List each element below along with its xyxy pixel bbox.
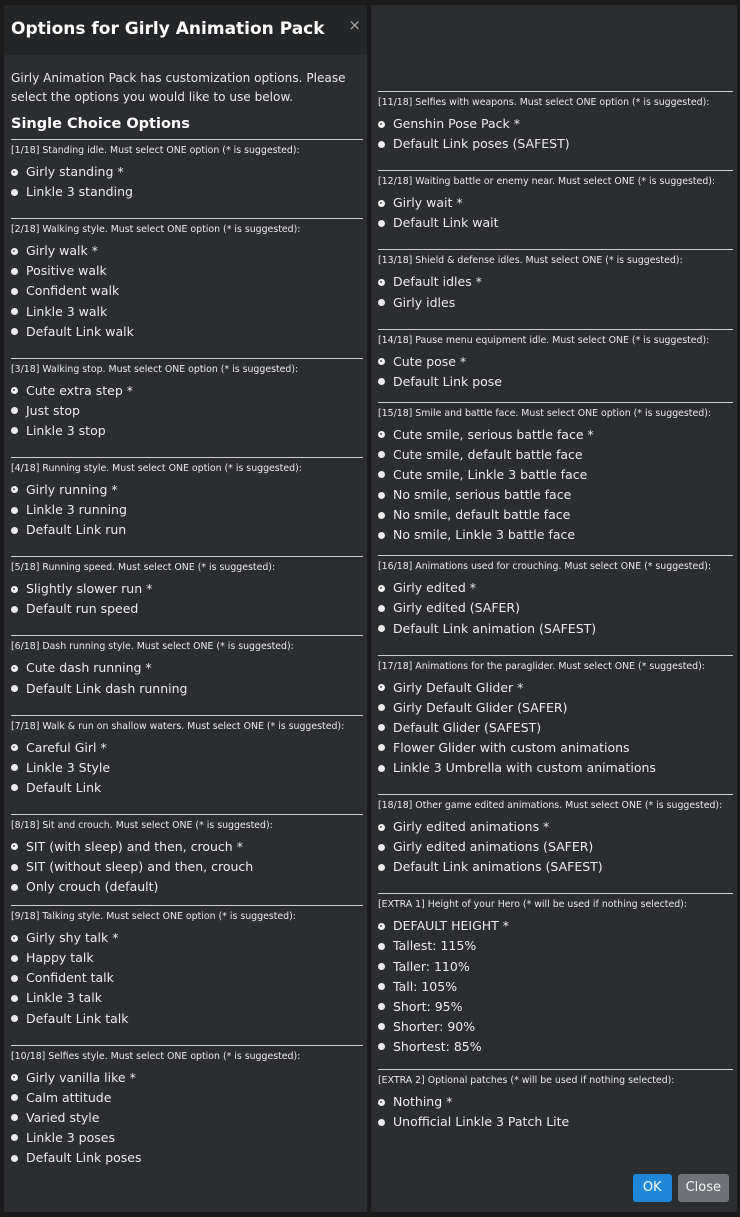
radio-option[interactable]	[11, 1148, 363, 1168]
radio-selected-icon[interactable]	[378, 923, 385, 930]
radio-option-label: Careful Girl *	[26, 739, 107, 755]
option-group-9	[11, 905, 363, 1028]
radio-option-label: Default Link animations (SAFEST)	[393, 859, 603, 875]
dialog-title: Options for Girly Animation Pack	[11, 19, 325, 39]
option-group-15	[378, 402, 733, 546]
radio-unselected-icon[interactable]	[378, 864, 385, 871]
radio-unselected-icon[interactable]	[378, 1023, 385, 1030]
radio-option-label: Girly edited animations (SAFER)	[393, 839, 594, 855]
right-options-column	[371, 5, 737, 1212]
option-group-heading: [5/18] Running speed. Must select ONE (* is suggested):	[11, 562, 276, 574]
radio-unselected-icon[interactable]	[11, 606, 18, 613]
radio-option[interactable]	[11, 241, 363, 261]
radio-unselected-icon[interactable]	[378, 765, 385, 772]
radio-option[interactable]	[378, 372, 733, 392]
option-group-5	[11, 556, 363, 619]
radio-option-label: Cute smile, default battle face	[393, 446, 583, 462]
radio-unselected-icon[interactable]	[378, 704, 385, 711]
radio-unselected-icon[interactable]	[11, 268, 18, 275]
option-group-heading: [17/18] Animations for the paraglider. Must select ONE (* suggested):	[378, 660, 705, 672]
radio-option[interactable]	[378, 977, 733, 997]
radio-unselected-icon[interactable]	[11, 328, 18, 335]
radio-option-label: Cute extra step *	[26, 382, 134, 398]
option-group-heading: [12/18] Waiting battle or enemy near. Must select ONE (* is suggested):	[378, 176, 716, 188]
radio-option[interactable]	[378, 1017, 733, 1037]
radio-option-label: Confident walk	[26, 283, 120, 299]
radio-option[interactable]	[378, 134, 733, 154]
radio-option[interactable]	[11, 658, 363, 678]
radio-option[interactable]	[11, 401, 363, 421]
radio-option-label: Shorter: 90%	[393, 1018, 476, 1034]
radio-option[interactable]	[11, 988, 363, 1008]
radio-option[interactable]	[378, 213, 733, 233]
radio-option-label: Default Link dash running	[26, 680, 188, 696]
ok-button[interactable]: OK	[633, 1174, 672, 1202]
radio-selected-icon[interactable]	[378, 1099, 385, 1106]
radio-unselected-icon[interactable]	[11, 427, 18, 434]
radio-option[interactable]	[378, 114, 733, 134]
radio-option-label: Default idles *	[393, 274, 482, 290]
radio-selected-icon[interactable]	[11, 248, 18, 255]
radio-selected-icon[interactable]	[11, 665, 18, 672]
radio-option-label: Linkle 3 talk	[26, 990, 102, 1006]
radio-option[interactable]	[378, 1037, 733, 1057]
radio-unselected-icon[interactable]	[11, 975, 18, 982]
radio-option[interactable]	[378, 525, 733, 545]
radio-option[interactable]	[11, 520, 363, 540]
radio-option-label: Linkle 3 standing	[26, 184, 133, 200]
radio-option[interactable]	[378, 738, 733, 758]
dialog-titlebar	[4, 5, 367, 55]
radio-option-label: Girly edited animations *	[393, 819, 550, 835]
radio-option-label: Linkle 3 Umbrella with custom animations	[393, 760, 656, 776]
radio-option[interactable]	[378, 758, 733, 778]
option-group-12	[378, 170, 733, 233]
radio-option[interactable]	[378, 292, 733, 312]
option-group-heading: [EXTRA 2] Optional patches (* will be used if nothing selected):	[378, 1075, 675, 1086]
radio-selected-icon[interactable]	[11, 843, 18, 850]
radio-selected-icon[interactable]	[378, 585, 385, 592]
option-group-1	[11, 139, 363, 202]
radio-option[interactable]	[378, 857, 733, 877]
option-group-heading: [10/18] Selfies style. Must select ONE option (* is suggested):	[11, 1050, 301, 1062]
radio-option-label: No smile, serious battle face	[393, 487, 572, 503]
radio-option-label: No smile, Linkle 3 battle face	[393, 527, 576, 543]
radio-selected-icon[interactable]	[378, 431, 385, 438]
radio-unselected-icon[interactable]	[11, 1094, 18, 1101]
radio-option-label: Girly Default Glider *	[393, 679, 524, 695]
radio-option-label: Linkle 3 walk	[26, 303, 108, 319]
radio-option[interactable]	[11, 579, 363, 599]
radio-option-label: Girly walk *	[26, 243, 98, 259]
option-group-heading: [11/18] Selfies with weapons. Must select ONE option (* is suggested):	[378, 97, 710, 108]
option-group-11	[378, 91, 733, 154]
radio-option-label: Default run speed	[26, 601, 139, 617]
radio-option-label: Linkle 3 poses	[26, 1129, 115, 1145]
radio-unselected-icon[interactable]	[11, 308, 18, 315]
radio-option[interactable]	[11, 1009, 363, 1029]
radio-option[interactable]	[11, 1128, 363, 1148]
radio-unselected-icon[interactable]	[11, 1155, 18, 1162]
radio-option-label: Linkle 3 stop	[26, 422, 106, 438]
option-group-heading: [6/18] Dash running style. Must select ONE (* is suggested):	[11, 641, 294, 653]
radio-option[interactable]	[378, 936, 733, 956]
radio-unselected-icon[interactable]	[378, 1043, 385, 1050]
radio-option[interactable]	[378, 957, 733, 977]
radio-option[interactable]	[11, 182, 363, 202]
radio-option-label: Positive walk	[26, 263, 107, 279]
radio-option-label: SIT (with sleep) and then, crouch *	[26, 838, 243, 854]
radio-unselected-icon[interactable]	[11, 685, 18, 692]
radio-option-label: Girly vanilla like *	[26, 1069, 136, 1085]
radio-unselected-icon[interactable]	[378, 451, 385, 458]
radio-option-label: SIT (without sleep) and then, crouch	[26, 859, 254, 875]
radio-option[interactable]	[378, 678, 733, 698]
radio-option[interactable]	[11, 162, 363, 182]
radio-option[interactable]	[11, 877, 363, 897]
radio-option[interactable]	[11, 1088, 363, 1108]
radio-option[interactable]	[378, 425, 733, 445]
radio-option-label: Girly wait *	[393, 195, 463, 211]
radio-option[interactable]	[378, 916, 733, 936]
radio-selected-icon[interactable]	[11, 744, 18, 751]
radio-option[interactable]	[378, 718, 733, 738]
radio-option-label: Girly edited (SAFER)	[393, 600, 520, 616]
radio-option-label: Linkle 3 running	[26, 502, 127, 518]
radio-option[interactable]	[11, 599, 363, 619]
radio-option[interactable]	[378, 837, 733, 857]
section-title: Single Choice Options	[11, 116, 190, 132]
radio-option[interactable]	[11, 758, 363, 778]
radio-unselected-icon[interactable]	[11, 1015, 18, 1022]
radio-option-label: Cute pose *	[393, 353, 467, 369]
option-group-13	[378, 249, 733, 312]
radio-option-label: Girly edited *	[393, 580, 476, 596]
radio-option-label: Girly standing *	[26, 164, 124, 180]
radio-unselected-icon[interactable]	[11, 864, 18, 871]
radio-unselected-icon[interactable]	[11, 955, 18, 962]
radio-option[interactable]	[11, 948, 363, 968]
radio-option-label: Linkle 3 Style	[26, 759, 111, 775]
option-group-heading: [4/18] Running style. Must select ONE option (* is suggested):	[11, 462, 302, 474]
radio-option[interactable]	[11, 738, 363, 758]
option-group-heading: [14/18] Pause menu equipment idle. Must select ONE (* is suggested):	[378, 334, 710, 346]
radio-unselected-icon[interactable]	[378, 744, 385, 751]
radio-selected-icon[interactable]	[11, 586, 18, 593]
radio-option-label: Nothing *	[393, 1094, 453, 1110]
radio-option[interactable]	[11, 928, 363, 948]
radio-selected-icon[interactable]	[378, 200, 385, 207]
radio-option-label: Tallest: 115%	[393, 938, 477, 954]
option-group-4	[11, 457, 363, 540]
radio-option[interactable]	[11, 500, 363, 520]
radio-unselected-icon[interactable]	[378, 378, 385, 385]
option-group-18	[378, 794, 733, 877]
radio-option-label: Default Link walk	[26, 323, 134, 339]
radio-option-label: Tall: 105%	[393, 978, 458, 994]
radio-option-label: Default Glider (SAFEST)	[393, 719, 542, 735]
option-group-heading: [1/18] Standing idle. Must select ONE option (* is suggested):	[11, 145, 300, 156]
option-group-8	[11, 814, 363, 897]
radio-option[interactable]	[11, 381, 363, 401]
radio-selected-icon[interactable]	[11, 1074, 18, 1081]
option-group-heading: [7/18] Walk & run on shallow waters. Must select ONE (* is suggested):	[11, 720, 345, 732]
radio-option[interactable]	[11, 1108, 363, 1128]
radio-option[interactable]	[378, 1092, 733, 1112]
option-group-heading: [EXTRA 1] Height of your Hero (* will be used if nothing selected):	[378, 899, 687, 911]
radio-option-label: Cute smile, Linkle 3 battle face	[393, 466, 588, 482]
radio-option-label: Flower Glider with custom animations	[393, 739, 630, 755]
radio-option-label: Default Link pose	[393, 373, 503, 389]
radio-option[interactable]	[11, 261, 363, 281]
radio-unselected-icon[interactable]	[11, 507, 18, 514]
radio-unselected-icon[interactable]	[378, 1003, 385, 1010]
radio-option[interactable]	[11, 281, 363, 301]
radio-option-label: Girly idles	[393, 294, 456, 310]
radio-unselected-icon[interactable]	[378, 943, 385, 950]
radio-unselected-icon[interactable]	[378, 299, 385, 306]
radio-unselected-icon[interactable]	[378, 983, 385, 990]
option-group-heading: [15/18] Smile and battle face. Must select ONE option (* is suggested):	[378, 407, 712, 419]
radio-unselected-icon[interactable]	[11, 764, 18, 771]
radio-unselected-icon[interactable]	[11, 189, 18, 196]
radio-selected-icon[interactable]	[11, 935, 18, 942]
close-icon[interactable]: ×	[348, 16, 361, 34]
radio-option-label: Default Link wait	[393, 215, 499, 231]
radio-unselected-icon[interactable]	[11, 884, 18, 891]
radio-option-label: Default Link animation (SAFEST)	[393, 620, 597, 636]
radio-unselected-icon[interactable]	[11, 407, 18, 414]
radio-option[interactable]	[378, 272, 733, 292]
radio-option[interactable]	[378, 619, 733, 639]
option-group-16	[378, 555, 733, 638]
radio-option-label: Short: 95%	[393, 998, 463, 1014]
radio-unselected-icon[interactable]	[378, 605, 385, 612]
radio-unselected-icon[interactable]	[378, 532, 385, 539]
option-group-heading: [9/18] Talking style. Must select ONE option (* is suggested):	[11, 911, 296, 923]
radio-option[interactable]	[11, 322, 363, 342]
right-column-spacer	[371, 5, 737, 91]
radio-option-label: Default Link	[26, 779, 102, 795]
option-group-heading: [3/18] Walking stop. Must select ONE option (* is suggested):	[11, 363, 299, 375]
radio-selected-icon[interactable]	[378, 684, 385, 691]
radio-option-label: No smile, default battle face	[393, 507, 571, 523]
radio-option[interactable]	[378, 352, 733, 372]
radio-unselected-icon[interactable]	[378, 220, 385, 227]
radio-unselected-icon[interactable]	[378, 512, 385, 519]
radio-selected-icon[interactable]	[11, 169, 18, 176]
radio-option[interactable]	[378, 598, 733, 618]
radio-option-label: Confident talk	[26, 970, 114, 986]
radio-unselected-icon[interactable]	[378, 844, 385, 851]
radio-option-label: Default Link poses (SAFEST)	[393, 136, 570, 152]
radio-option[interactable]	[11, 1068, 363, 1088]
option-group-10	[11, 1045, 363, 1168]
radio-unselected-icon[interactable]	[378, 141, 385, 148]
radio-option-label: Only crouch (default)	[26, 879, 159, 895]
radio-unselected-icon[interactable]	[378, 471, 385, 478]
option-group-17	[378, 655, 733, 778]
radio-option[interactable]	[378, 465, 733, 485]
option-group-14	[378, 329, 733, 392]
close-button[interactable]: Close	[678, 1174, 729, 1202]
option-group-2	[11, 218, 363, 341]
radio-unselected-icon[interactable]	[11, 995, 18, 1002]
radio-option[interactable]	[11, 778, 363, 798]
radio-option-label: Genshin Pose Pack *	[393, 116, 520, 132]
radio-option[interactable]	[11, 857, 363, 877]
radio-option-label: Cute smile, serious battle face *	[393, 426, 594, 442]
radio-option[interactable]	[378, 193, 733, 213]
left-groups	[4, 139, 367, 1168]
radio-option-label: Shortest: 85%	[393, 1038, 482, 1054]
radio-unselected-icon[interactable]	[11, 288, 18, 295]
radio-option-label: Happy talk	[26, 950, 94, 966]
radio-option-label: DEFAULT HEIGHT *	[393, 918, 510, 934]
radio-option[interactable]	[378, 578, 733, 598]
radio-option[interactable]	[378, 445, 733, 465]
option-group-6	[11, 635, 363, 698]
radio-option-label: Calm attitude	[26, 1089, 112, 1105]
radio-option[interactable]	[11, 968, 363, 988]
radio-option[interactable]	[378, 698, 733, 718]
radio-option-label: Cute dash running *	[26, 660, 152, 676]
radio-option-label: Just stop	[26, 402, 80, 418]
radio-selected-icon[interactable]	[378, 279, 385, 286]
left-options-column	[4, 5, 367, 1212]
intro-text: Girly Animation Pack has customization options. Please select the options you would like to use below.	[11, 71, 346, 104]
right-groups	[371, 91, 737, 1132]
radio-selected-icon[interactable]	[11, 486, 18, 493]
radio-option-label: Default Link run	[26, 522, 127, 538]
option-group-heading: [8/18] Sit and crouch. Must select ONE (* is suggested):	[11, 819, 273, 831]
radio-option[interactable]	[378, 997, 733, 1017]
radio-unselected-icon[interactable]	[11, 784, 18, 791]
radio-option-label: Girly Default Glider (SAFER)	[393, 699, 568, 715]
option-group-heading: [16/18] Animations used for crouching. Must select ONE (* suggested):	[378, 561, 712, 573]
radio-option[interactable]	[378, 1112, 733, 1132]
radio-unselected-icon[interactable]	[378, 625, 385, 632]
option-group-heading: [18/18] Other game edited animations. Must select ONE (* is suggested):	[378, 800, 723, 812]
radio-option[interactable]	[11, 480, 363, 500]
radio-option[interactable]	[11, 421, 363, 441]
radio-option-label: Default Link poses	[26, 1150, 142, 1166]
radio-unselected-icon[interactable]	[11, 1114, 18, 1121]
radio-option-label: Slightly slower run *	[26, 581, 153, 597]
radio-option-label: Taller: 110%	[393, 958, 470, 974]
radio-unselected-icon[interactable]	[11, 527, 18, 534]
radio-option-label: Unofficial Linkle 3 Patch Lite	[393, 1114, 570, 1130]
radio-unselected-icon[interactable]	[378, 492, 385, 499]
option-group-heading: [13/18] Shield & defense idles. Must select ONE (* is suggested):	[378, 255, 683, 267]
option-group-7	[11, 715, 363, 798]
option-group-heading: [2/18] Walking style. Must select ONE option (* is suggested):	[11, 224, 301, 236]
radio-option-label: Girly shy talk *	[26, 930, 119, 946]
radio-option-label: Default Link talk	[26, 1010, 129, 1026]
radio-selected-icon[interactable]	[11, 387, 18, 394]
option-group-20	[378, 1069, 733, 1132]
radio-option[interactable]	[378, 485, 733, 505]
radio-option[interactable]	[378, 505, 733, 525]
option-group-3	[11, 358, 363, 441]
radio-option-label: Girly running *	[26, 481, 118, 497]
radio-selected-icon[interactable]	[378, 121, 385, 128]
radio-selected-icon[interactable]	[378, 824, 385, 831]
radio-unselected-icon[interactable]	[378, 963, 385, 970]
radio-option-label: Varied style	[26, 1109, 100, 1125]
radio-option[interactable]	[11, 301, 363, 321]
radio-option[interactable]	[378, 817, 733, 837]
radio-option[interactable]	[11, 837, 363, 857]
radio-unselected-icon[interactable]	[11, 1134, 18, 1141]
radio-selected-icon[interactable]	[378, 358, 385, 365]
radio-option[interactable]	[11, 679, 363, 699]
radio-unselected-icon[interactable]	[378, 1119, 385, 1126]
radio-unselected-icon[interactable]	[378, 724, 385, 731]
option-group-19	[378, 893, 733, 1057]
dialog-buttons	[633, 1174, 729, 1202]
